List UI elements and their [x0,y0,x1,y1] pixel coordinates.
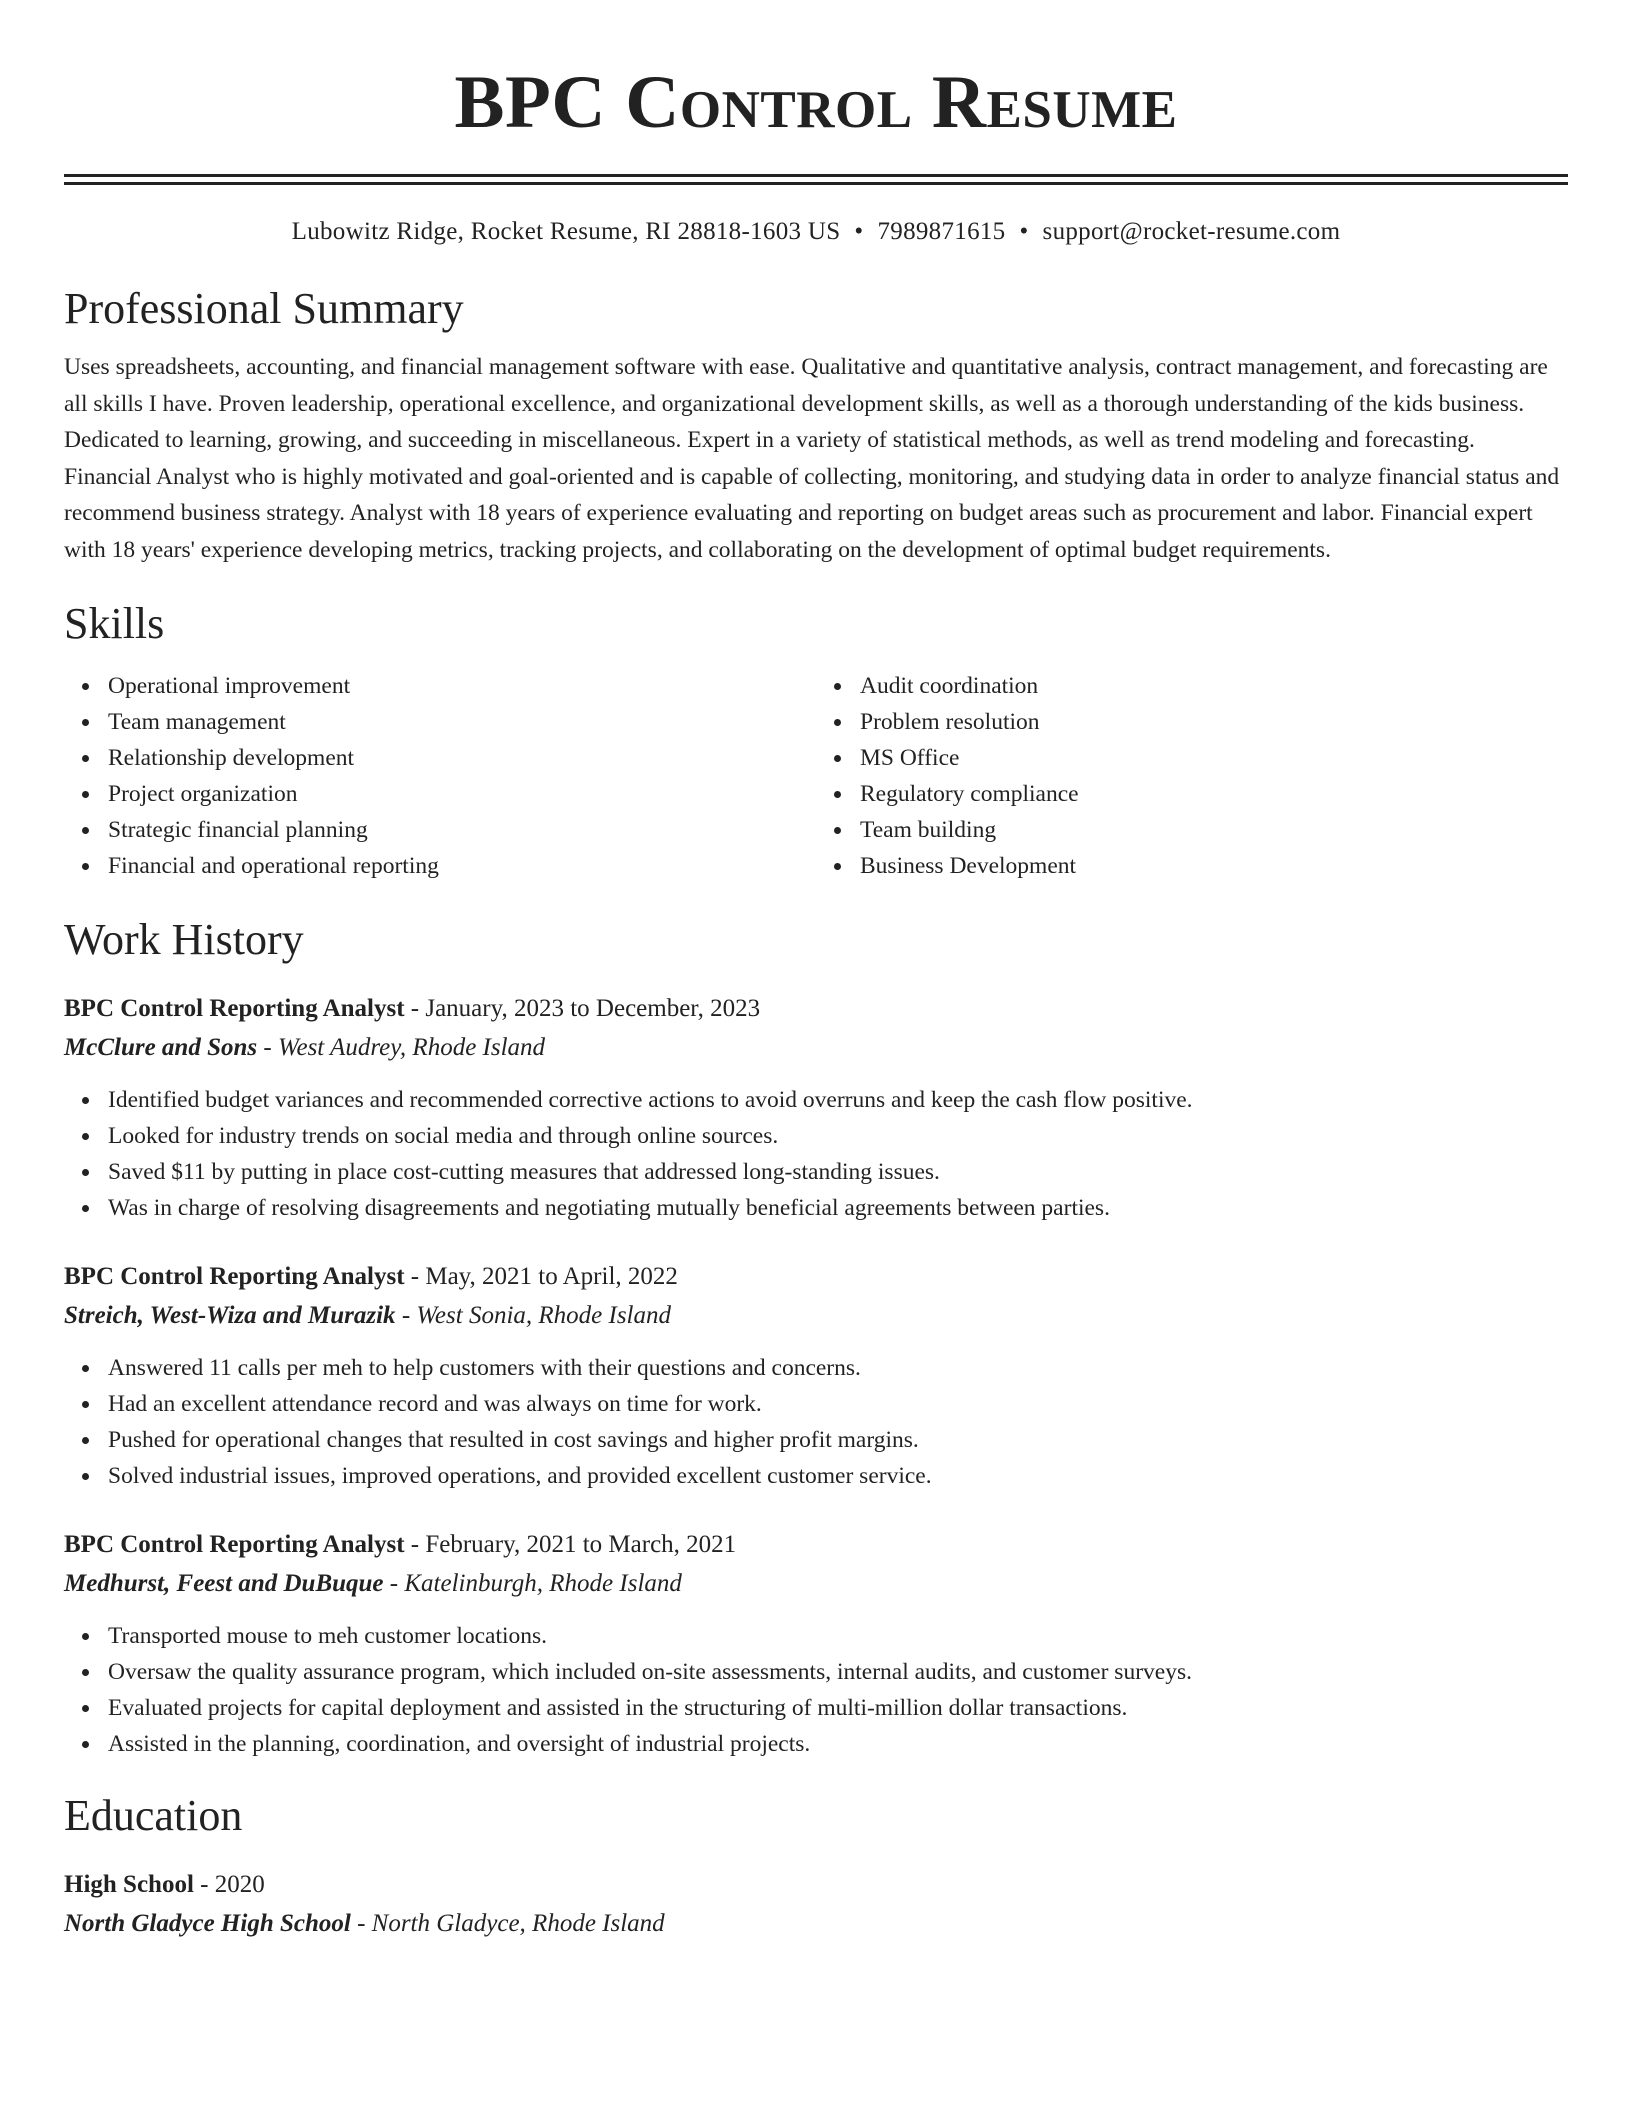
employer-location: - West Audrey, Rhode Island [257,1034,546,1061]
job-dates: - May, 2021 to April, 2022 [404,1263,678,1290]
job-duty: Oversaw the quality assurance program, which included on-site assessments, internal audits, and customer surveys. [108,1654,1568,1690]
job-title: BPC Control Reporting Analyst [64,995,405,1022]
job-duty: Solved industrial issues, improved operations, and provided excellent customer service. [108,1458,1568,1494]
skill-item: MS Office [860,740,1568,776]
contact-line [64,215,1568,249]
job-duties [64,1618,1568,1762]
job-duties [64,1082,1568,1226]
summary-text: Uses spreadsheets, accounting, and financial management software with ease. Qualitative and quantitative analysis, contract management, and forecasting are all skills I have. Proven leadership, operational excellence, and organizational development skills, as well as a thorough understanding of the kids business. Dedicated to learning, growing, and succeeding in miscellaneous. Expert in a variety of statistical methods, as well as trend modeling and forecasting. Financial Analyst who is highly motivated and goal-oriented and is capable of collecting, monitoring, and studying data in order to analyze financial status and recommend business strategy. Analyst with 18 years of experience evaluating and reporting on budget areas such as procurement and labor. Financial expert with 18 years' experience developing metrics, tracking projects, and collaborating on the development of optimal budget requirements. [64,354,1560,563]
skill-item: Project organization [108,776,816,812]
education-heading: Education [64,1791,243,1840]
job-duty: Pushed for operational changes that resulted in cost savings and higher profit margins. [108,1422,1568,1458]
job-duty: Evaluated projects for capital deployment and assisted in the structuring of multi-million dollar transactions. [108,1690,1568,1726]
skills-heading: Skills [64,599,165,648]
job-duties [64,1350,1568,1494]
school-name: North Gladyce High School [64,1910,351,1937]
job-duty: Saved $11 by putting in place cost-cutting measures that addressed long-standing issues. [108,1154,1568,1190]
skill-item: Audit coordination [860,668,1568,704]
job-title: BPC Control Reporting Analyst [64,1531,405,1558]
job-duty: Had an excellent attendance record and was always on time for work. [108,1386,1568,1422]
job-dates: - February, 2021 to March, 2021 [404,1531,737,1558]
summary-heading: Professional Summary [64,284,464,333]
contact-separator: • [854,218,864,245]
school-location: - North Gladyce, Rhode Island [350,1910,665,1937]
skill-item: Operational improvement [108,668,816,704]
school-line [64,1904,1568,1944]
skill-item: Financial and operational reporting [108,848,816,884]
skill-item: Problem resolution [860,704,1568,740]
contact-address: Lubowitz Ridge, Rocket Resume, RI 28818-1603 US [291,218,841,245]
employer-line [64,1028,1568,1068]
title-divider [64,174,1568,185]
degree-year: - 2020 [193,1871,265,1898]
resume-title: BPC Control Resume [454,61,1178,144]
job-title-line [64,1258,1568,1296]
job-entry [64,1526,1568,1762]
job-title-line [64,1526,1568,1564]
skill-item: Regulatory compliance [860,776,1568,812]
contact-phone: 7989871615 [877,218,1006,245]
skill-item: Relationship development [108,740,816,776]
employer-line [64,1296,1568,1336]
skill-item: Business Development [860,848,1568,884]
contact-email: support@rocket-resume.com [1042,218,1341,245]
employer-name: Streich, West-Wiza and Murazik [64,1302,396,1329]
job-entry [64,1258,1568,1494]
skills-list [64,668,1568,884]
skill-item: Strategic financial planning [108,812,816,848]
job-duty: Transported mouse to meh customer locations. [108,1618,1568,1654]
education-entry [64,1866,1568,1944]
employer-line [64,1564,1568,1604]
work-history-heading: Work History [64,915,304,964]
employer-name: McClure and Sons [64,1034,258,1061]
job-entry [64,990,1568,1226]
skill-item: Team building [860,812,1568,848]
employer-location: - Katelinburgh, Rhode Island [383,1570,682,1597]
employer-location: - West Sonia, Rhode Island [395,1302,672,1329]
job-duty: Looked for industry trends on social media and through online sources. [108,1118,1568,1154]
job-duty: Was in charge of resolving disagreements and negotiating mutually beneficial agreements between parties. [108,1190,1568,1226]
job-title-line [64,990,1568,1028]
job-duty: Assisted in the planning, coordination, and oversight of industrial projects. [108,1726,1568,1762]
skills-column-left [64,668,816,884]
job-duty: Identified budget variances and recommended corrective actions to avoid overruns and keep the cash flow positive. [108,1082,1568,1118]
job-title: BPC Control Reporting Analyst [64,1263,405,1290]
employer-name: Medhurst, Feest and DuBuque [64,1570,384,1597]
contact-separator: • [1019,218,1029,245]
degree-line [64,1866,1568,1904]
job-dates: - January, 2023 to December, 2023 [404,995,761,1022]
degree-name: High School [64,1871,194,1898]
skill-item: Team management [108,704,816,740]
job-duty: Answered 11 calls per meh to help customers with their questions and concerns. [108,1350,1568,1386]
skills-column-right [816,668,1568,884]
